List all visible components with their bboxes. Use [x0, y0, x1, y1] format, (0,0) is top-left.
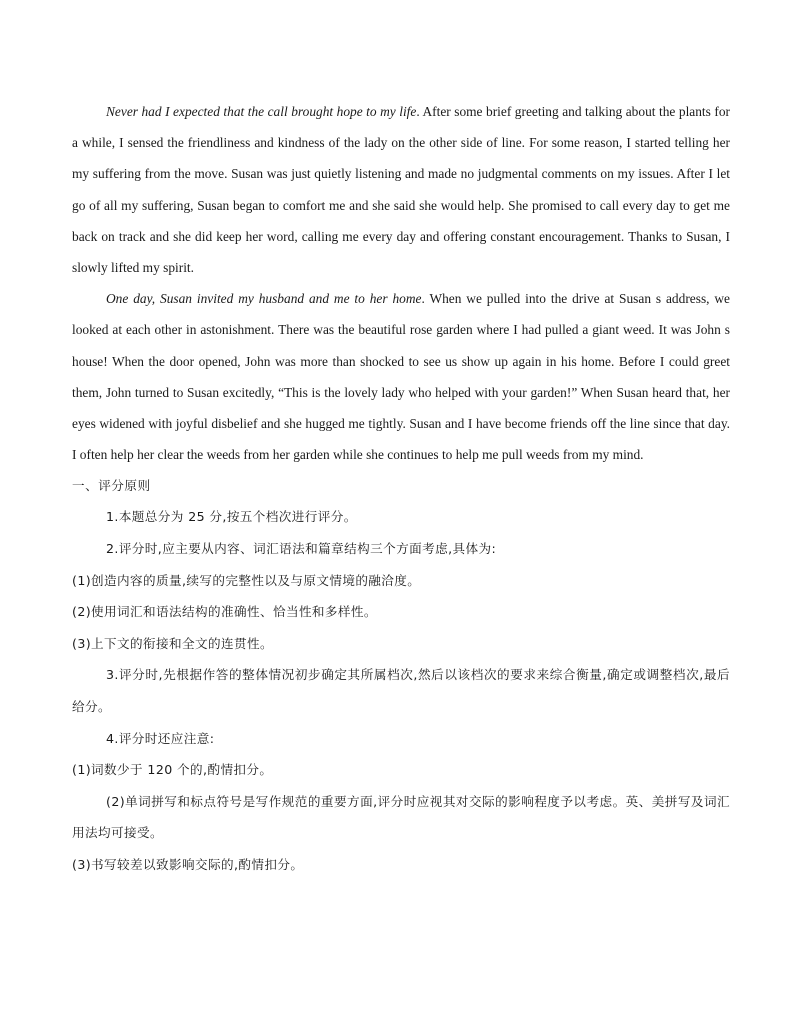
rubric-item: (1)创造内容的质量,续写的完整性以及与原文情境的融洽度。 [72, 572, 421, 588]
rubric-item: 1.本题总分为 25 分,按五个档次进行评分。 [106, 509, 357, 525]
rubric-item: 4.评分时还应注意: [106, 730, 215, 746]
rubric-item: (3)书写较差以致影响交际的,酌情扣分。 [72, 856, 304, 872]
paragraph-1-body: . After some brief greeting and talking about the plants for a while, I sensed the friendliness and kindness of the lady on the other side of line. For some reason, I started telling her my suffering from the move. Susan was just quietly listening and made no judgmental comments on my issues. After I let go of all my suffering, Susan began to comfort me and she said she would help. She promised to call every day to get me back on track and she did keep her word, calling me every day and offering constant encouragement. Thanks to Susan, I slowly lifted my spirit. [72, 104, 730, 276]
document-page [72, 96, 730, 881]
rubric-item: (3)上下文的衔接和全文的连贯性。 [72, 635, 273, 651]
rubric-item: (2)使用词汇和语法结构的准确性、恰当性和多样性。 [72, 604, 377, 620]
rubric-item: (1)词数少于 120 个的,酌情扣分。 [72, 762, 273, 778]
rubric-item: 3.评分时,先根据作答的整体情况初步确定其所属档次,然后以该档次的要求来综合衡量,确定或调整档次,最后给分。 [72, 667, 730, 714]
story-paragraph-1 [72, 96, 730, 283]
rubric-item: 2.评分时,应主要从内容、词汇语法和篇章结构三个方面考虑,具体为: [106, 541, 497, 557]
rubric-heading: 一、评分原则 [72, 478, 151, 494]
rubric-item: (2)单词拼写和标点符号是写作规范的重要方面,评分时应视其对交际的影响程度予以考虑。英、美拼写及词汇用法均可接受。 [72, 793, 730, 841]
paragraph-2-body: . When we pulled into the drive at Susan s address, we looked at each other in astonishment. There was the beautiful rose garden where I had pulled a giant weed. It was John s house! When the door opened, John was more than shocked to see us show up again in his home. Before I could greet them, John turned to Susan excitedly, “This is the lovely lady who helped with your garden!” When Susan heard that, her eyes widened with joyful disbelief and she hugged me tightly. Susan and I have become friends off the line since that day. I often help her clear the weeds from her garden while she continues to help me pull weeds from my mind. [72, 291, 730, 463]
paragraph-2-opening-sentence: One day, Susan invited my husband and me to her home [106, 291, 422, 307]
story-paragraph-2 [72, 283, 730, 470]
paragraph-1-opening-sentence: Never had I expected that the call brought hope to my life [106, 104, 417, 119]
